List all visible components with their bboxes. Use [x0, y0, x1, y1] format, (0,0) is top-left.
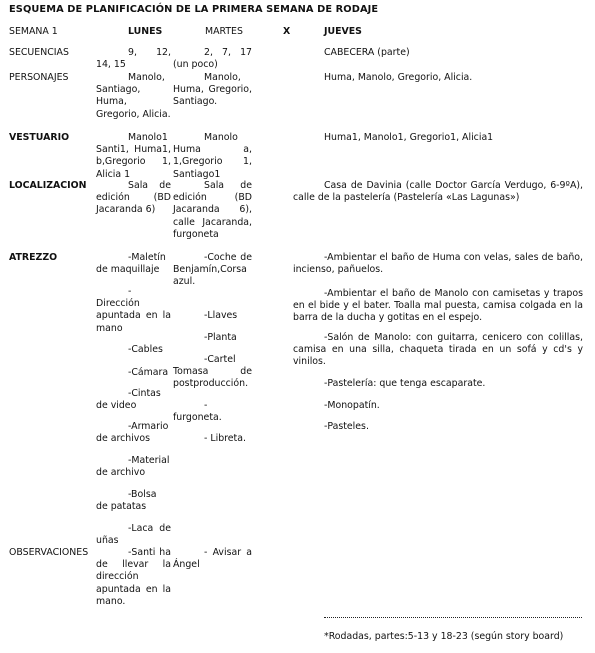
- localizacion-tuesday: Sala de edición (BD Jacaranda 6), calle Jacaranda, furgoneta: [173, 180, 252, 240]
- atrezzo-monday-item: -Bolsa de patatas: [96, 489, 157, 513]
- personajes-tuesday: Manolo, Huma, Gregorio, Santiago.: [173, 72, 252, 108]
- personajes-thursday: Huma, Manolo, Gregorio, Alicia.: [324, 72, 473, 83]
- row-label-atrezzo: ATREZZO: [9, 252, 58, 263]
- atrezzo-monday-item: -Armario de archivos: [96, 421, 169, 445]
- secuencias-monday: 9, 12, 14, 15: [96, 47, 171, 71]
- atrezzo-tuesday-item: - Libreta.: [204, 433, 246, 444]
- atrezzo-monday-item: -Maletín de maquillaje: [96, 252, 166, 276]
- secuencias-tuesday: 2, 7, 17 (un poco): [173, 47, 252, 71]
- atrezzo-tuesday-item: -Cartel Tomasa de postproducción.: [173, 354, 252, 390]
- row-label-personajes: PERSONAJES: [9, 72, 69, 83]
- atrezzo-monday-item: - Dirección apuntada en la mano: [96, 286, 171, 334]
- vestuario-thursday: Huma1, Manolo1, Gregorio1, Alicia1: [324, 132, 494, 143]
- day-tuesday-header: MARTES: [205, 26, 243, 37]
- localizacion-thursday: Casa de Davinia (calle Doctor García Verdugo, 6-9ºA), calle de la pastelería (Pastelería «Las Lagunas»): [293, 180, 583, 204]
- atrezzo-monday-item: -Laca de uñas: [96, 523, 171, 547]
- secuencias-thursday: CABECERA (parte): [324, 47, 410, 58]
- atrezzo-thursday-item: -Monopatín.: [324, 400, 380, 411]
- dotted-separator: [324, 617, 582, 618]
- row-label-observaciones: OBSERVACIONES: [9, 547, 89, 558]
- atrezzo-thursday-item: -Pasteles.: [324, 421, 369, 432]
- atrezzo-monday-item: -Cámara: [128, 367, 169, 378]
- atrezzo-thursday-item: -Pastelería: que tenga escaparate.: [324, 378, 486, 389]
- week-label: SEMANA 1: [9, 26, 58, 37]
- observaciones-tuesday: - Avisar a Ángel: [173, 547, 252, 571]
- atrezzo-monday-item: -Cintas de video: [96, 388, 161, 412]
- day-monday-header: LUNES: [128, 26, 163, 37]
- observaciones-monday: -Santi ha de llevar la dirección apuntada en la mano.: [96, 547, 171, 607]
- atrezzo-thursday-item: -Ambientar el baño de Huma con velas, sales de baño, incienso, pañuelos.: [293, 252, 583, 276]
- page-title: ESQUEMA DE PLANIFICACIÓN DE LA PRIMERA SEMANA DE RODAJE: [9, 4, 379, 15]
- row-label-vestuario: VESTUARIO: [9, 132, 70, 143]
- atrezzo-thursday-item: -Salón de Manolo: con guitarra, cenicero con colillas, camisa en una silla, chaqueta tirada en un sofá y cd's y vinilos.: [293, 332, 583, 368]
- atrezzo-monday-item: -Material de archivo: [96, 455, 170, 479]
- atrezzo-tuesday-item: -Planta: [204, 332, 237, 343]
- vestuario-monday: Manolo1 Santi1, Huma1, b,Gregorio 1, Alicia 1: [96, 132, 171, 180]
- personajes-monday: Manolo, Santiago, Huma, Gregorio, Alicia.: [96, 72, 171, 120]
- row-label-localizacion: LOCALIZACION: [9, 180, 87, 191]
- footnote-rodadas: *Rodadas, partes:5-13 y 18-23 (según story board): [324, 631, 564, 642]
- atrezzo-tuesday-item: - furgoneta.: [173, 400, 222, 424]
- day-thursday-header: JUEVES: [324, 26, 362, 37]
- atrezzo-tuesday-item: -Coche de Benjamín,Corsa azul.: [173, 252, 252, 288]
- localizacion-monday: Sala de edición (BD Jacaranda 6): [96, 180, 171, 216]
- atrezzo-thursday-item: -Ambientar el baño de Manolo con camisetas y trapos en el bide y el bater. Toalla mal puesta, camisa colgada en la barra de la ducha y gotitas en el espejo.: [293, 288, 583, 324]
- vestuario-tuesday: Manolo Huma a, 1,Gregorio 1, Santiago1: [173, 132, 252, 180]
- atrezzo-tuesday-item: -Llaves: [204, 310, 238, 321]
- atrezzo-monday-item: -Cables: [128, 344, 163, 355]
- row-label-secuencias: SECUENCIAS: [9, 47, 69, 58]
- day-x-mark: X: [283, 26, 291, 37]
